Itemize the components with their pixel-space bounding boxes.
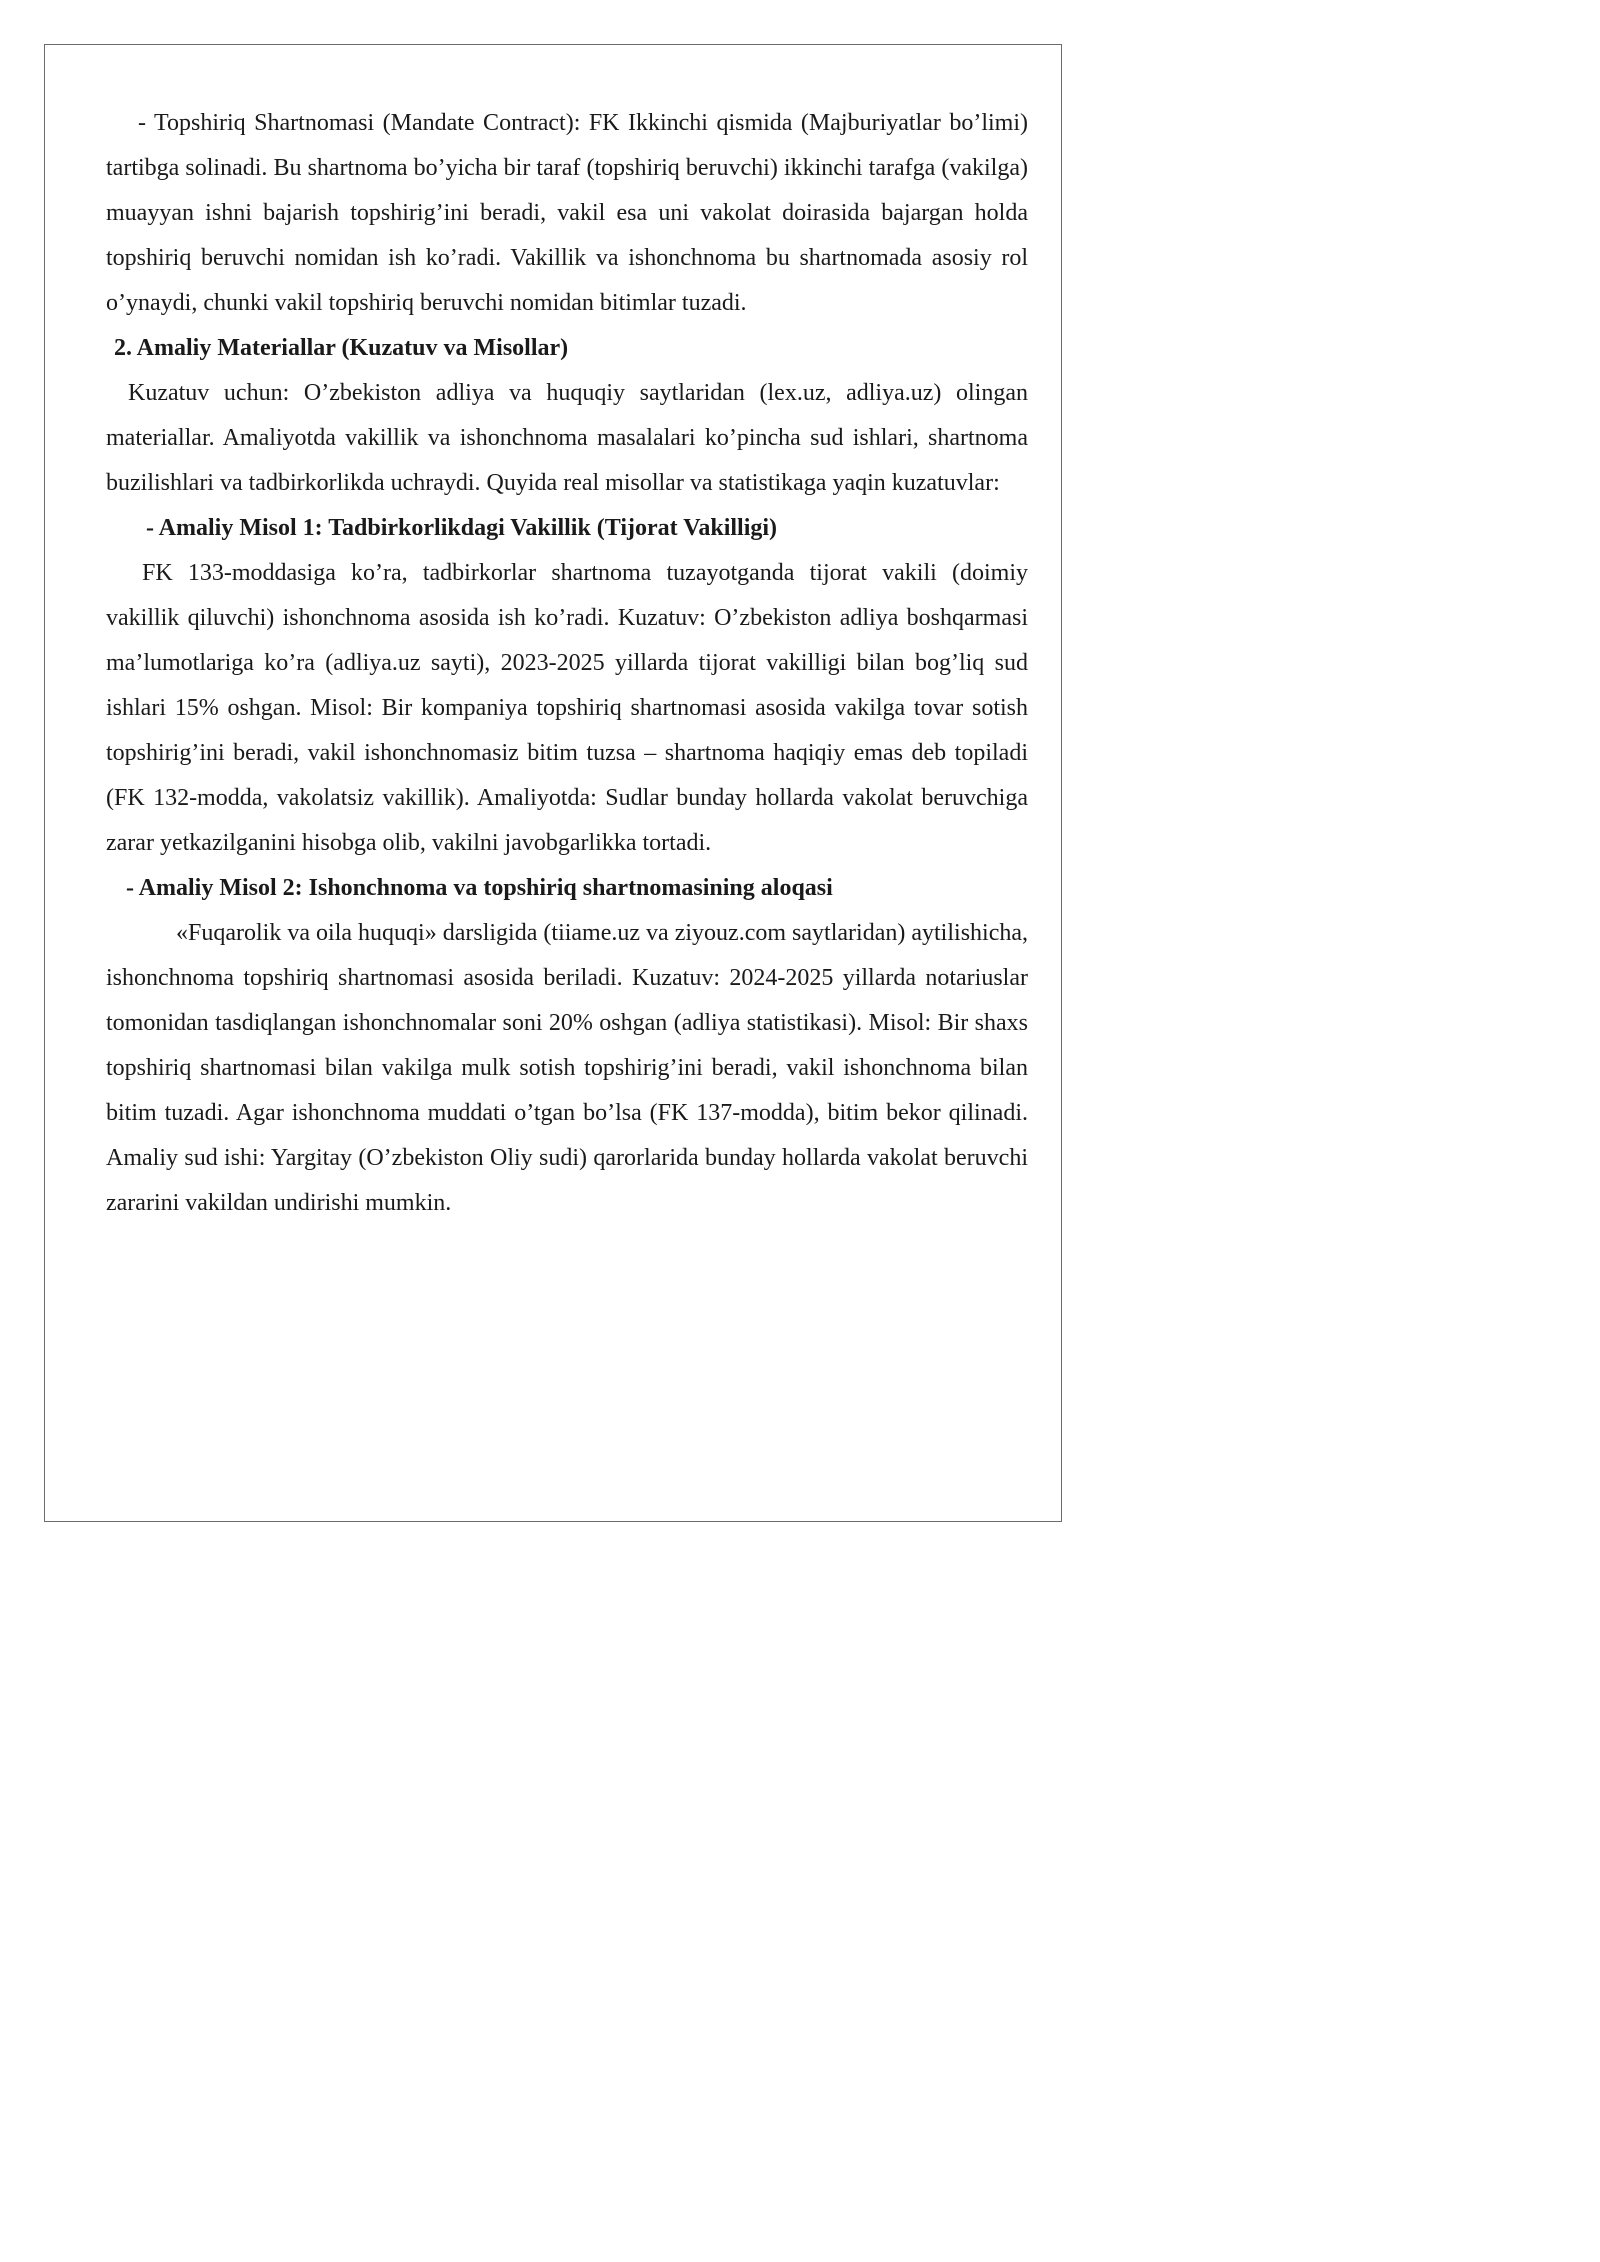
document-body: [106, 101, 1028, 1226]
paragraph-mandate-contract: - Topshiriq Shartnomasi (Mandate Contract): FK Ikkinchi qismida (Majburiyatlar bo’limi) tartibga solinadi. Bu shartnoma bo’yicha bir taraf (topshiriq beruvchi) ikkinchi tarafga (vakilga) muayyan ishni bajarish topshirig’ini beradi, vakil esa uni vakolat doirasida bajargan holda topshiriq beruvchi nomidan ish ko’radi. Vakillik va ishonchnoma bu shartnomada asosiy rol o’ynaydi, chunki vakil topshiriq beruvchi nomidan bitimlar tuzadi.: [106, 110, 1028, 316]
paragraph-example-1: FK 133-moddasiga ko’ra, tadbirkorlar shartnoma tuzayotganda tijorat vakili (doimiy vakillik qiluvchi) ishonchnoma asosida ish ko’radi. Kuzatuv: O’zbekiston adliya boshqarmasi ma’lumotlariga ko’ra (adliya.uz sayti), 2023-2025 yillarda tijorat vakilligi bilan bog’liq sud ishlari 15% oshgan. Misol: Bir kompaniya topshiriq shartnomasi asosida vakilga tovar sotish topshirig’ini beradi, vakil ishonchnomasiz bitim tuzsa – shartnoma haqiqiy emas deb topiladi (FK 132-modda, vakolatsiz vakillik). Amaliyotda: Sudlar bunday hollarda vakolat beruvchiga zarar yetkazilganini hisobga olib, vakilni javobgarlikka tortadi.: [106, 560, 1028, 856]
paragraph-example-2: «Fuqarolik va oila huquqi» darsligida (tiiame.uz va ziyouz.com saytlaridan) aytilishicha, ishonchnoma topshiriq shartnomasi asosida beriladi. Kuzatuv: 2024-2025 yillarda notariuslar tomonidan tasdiqlangan ishonchnomalar soni 20% oshgan (adliya statistikasi). Misol: Bir shaxs topshiriq shartnomasi bilan vakilga mulk sotish topshirig’ini beradi, vakil ishonchnoma bilan bitim tuzadi. Agar ishonchnoma muddati o’tgan bo’lsa (FK 137-modda), bitim bekor qilinadi. Amaliy sud ishi: Yargitay (O’zbekiston Oliy sudi) qarorlarida bunday hollarda vakolat beruvchi zararini vakildan undirishi mumkin.: [106, 920, 1028, 1216]
example-2-heading: - Amaliy Misol 2: Ishonchnoma va topshiriq shartnomasining aloqasi: [126, 875, 833, 901]
paragraph-observation: Kuzatuv uchun: O’zbekiston adliya va huquqiy saytlaridan (lex.uz, adliya.uz) olingan materiallar. Amaliyotda vakillik va ishonchnoma masalalari ko’pincha sud ishlari, shartnoma buzilishlari va tadbirkorlikda uchraydi. Quyida real misollar va statistikaga yaqin kuzatuvlar:: [106, 380, 1028, 496]
section-heading: 2. Amaliy Materiallar (Kuzatuv va Misollar): [114, 335, 569, 361]
example-1-heading: - Amaliy Misol 1: Tadbirkorlikdagi Vakillik (Tijorat Vakilligi): [146, 515, 778, 541]
